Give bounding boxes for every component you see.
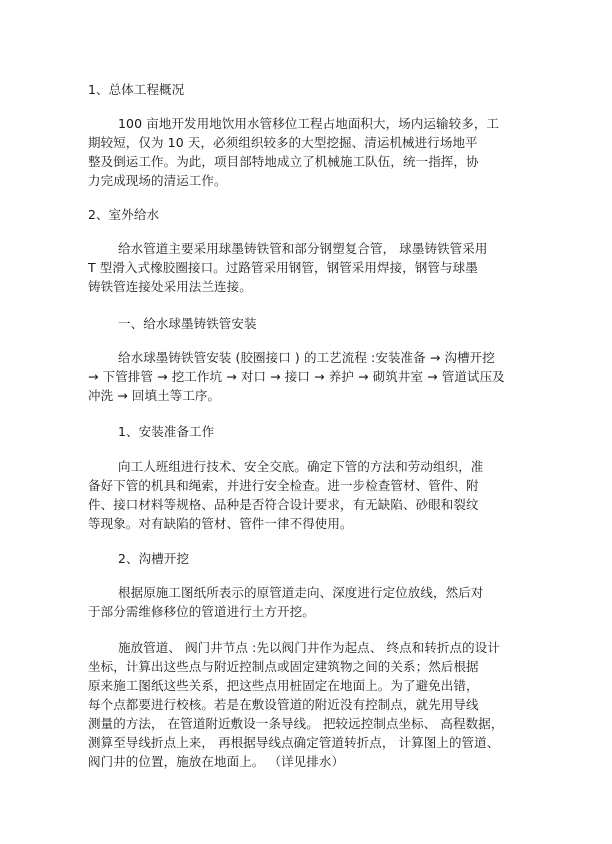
paragraph-line: 施放管道、 阀门井节点 :先以阀门井作为起点、 终点和转折点的设计 (118, 640, 500, 655)
paragraph-line: → 下管排管 → 挖工作坑 → 对口 → 接口 → 养护 → 砌筑井室 → 管道试压及 (88, 369, 505, 384)
paragraph-line: 测算至导线折点上来， 再根据导线点确定管道转折点， 计算图上的管道、 (88, 735, 500, 750)
section-2-heading: 2、室外给水 (88, 207, 160, 222)
paragraph-line: 给水球墨铸铁管安装 (胶圈接口 ) 的工艺流程 :安装准备 → 沟槽开挖 (118, 350, 495, 365)
subsection-heading: 一、给水球墨铸铁管安装 (118, 316, 257, 331)
item-2-heading: 2、沟槽开挖 (118, 551, 190, 566)
paragraph-line: 测量的方法， 在管道附近敷设一条导线。 把较远控制点坐标、 高程数据， (88, 716, 504, 731)
paragraph-line: 冲洗 → 回填土等工序。 (88, 388, 221, 403)
paragraph-line: 于部分需维修移位的管道进行土方开挖。 (88, 604, 315, 619)
item-1-heading: 1、安装准备工作 (118, 424, 215, 439)
paragraph-line: 铸铁管连接处采用法兰连接。 (88, 279, 252, 294)
paragraph-line: 给水管道主要采用球墨铸铁管和部分钢塑复合管， 球墨铸铁管采用 (118, 241, 488, 256)
paragraph-line: 100 亩地开发用地饮用水管移位工程占地面积大，场内运输较多，工 (118, 116, 500, 131)
paragraph-line: 整及倒运工作。为此，项目部特地成立了机械施工队伍，统一指挥，协 (88, 154, 479, 169)
paragraph-line: 等现象。对有缺陷的管材、管件一律不得使用。 (88, 516, 353, 531)
paragraph-line: 坐标，计算出这些点与附近控制点或固定建筑物之间的关系；然后根据 (88, 659, 479, 674)
paragraph-line: 备好下管的机具和绳索，并进行安全检查。进一步检查管材、管件、附 (88, 478, 479, 493)
paragraph-line: 向工人班组进行技术、安全交底。确定下管的方法和劳动组织，准 (118, 459, 484, 474)
section-1-heading: 1、总体工程概况 (88, 82, 185, 97)
paragraph-line: 阀门井的位置，施放在地面上。 （详见排水） (88, 754, 345, 769)
paragraph-line: T 型滑入式橡胶圈接口。过路管采用钢管，钢管采用焊接，钢管与球墨 (88, 260, 478, 275)
paragraph-line: 每个点都要进行校核。若是在敷设管道的附近没有控制点，就先用导线 (88, 697, 479, 712)
paragraph-line: 原来施工图纸这些关系，把这些点用桩固定在地面上。为了避免出错， (88, 678, 479, 693)
paragraph-line: 力完成现场的清运工作。 (88, 173, 227, 188)
paragraph-line: 件、接口材料等规格、品种是否符合设计要求，有无缺陷、砂眼和裂纹 (88, 497, 479, 512)
paragraph-line: 期较短，仅为 10 天，必须组织较多的大型挖掘、清运机械进行场地平 (88, 135, 478, 150)
paragraph-line: 根据原施工图纸所表示的原管道走向、深度进行定位放线，然后对 (118, 585, 484, 600)
